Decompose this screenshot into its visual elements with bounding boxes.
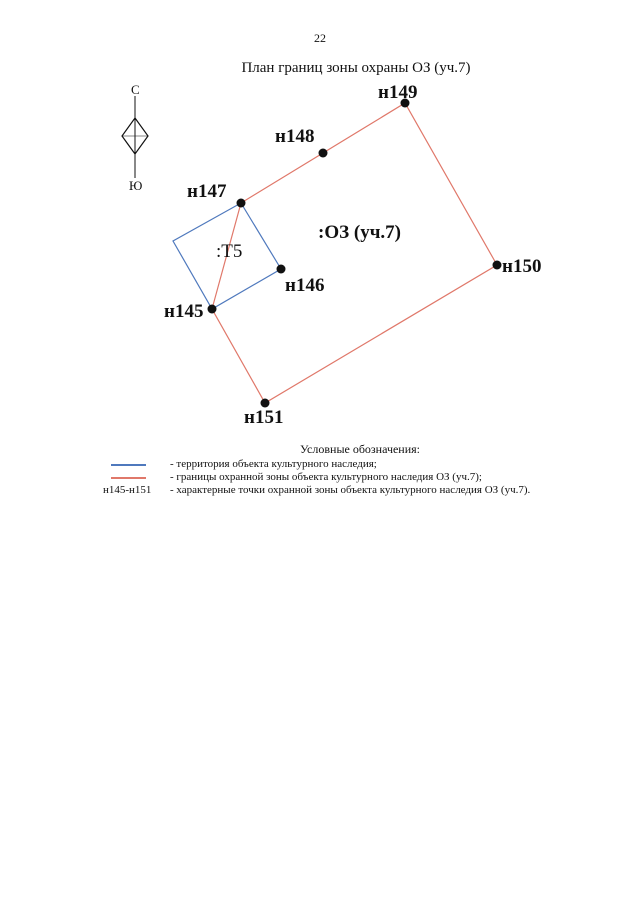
point-n147-marker — [237, 199, 246, 208]
compass-north-label: С — [131, 82, 140, 97]
point-n148-marker — [319, 149, 328, 158]
legend-row-zone — [0, 471, 640, 485]
legend-heading: Условные обозначения: — [299, 442, 421, 456]
point-n150-marker — [493, 261, 502, 270]
legend-row-points — [0, 484, 640, 498]
point-n150-label: н150 — [502, 256, 542, 277]
page-number: 22 — [314, 31, 326, 45]
legend — [0, 442, 640, 496]
point-n146-label: н146 — [285, 275, 325, 296]
legend-point-code: н145-н151 — [103, 484, 152, 496]
point-n146-marker — [277, 265, 286, 274]
legend-text-object: - территория объекта культурного наследия; — [170, 458, 377, 470]
legend-blue-line-icon — [111, 464, 146, 466]
point-n151-label: н151 — [244, 407, 284, 428]
point-n147-label: н147 — [187, 181, 227, 202]
object-label: :Т5 — [216, 241, 243, 262]
legend-text-zone: - границы охранной зоны объекта культурного наследия ОЗ (уч.7); — [170, 471, 482, 483]
zone-label: :ОЗ (уч.7) — [318, 222, 402, 243]
point-n145-marker — [208, 305, 217, 314]
point-n148-label: н148 — [275, 126, 315, 147]
plan-title: План границ зоны охраны ОЗ (уч.7) — [241, 60, 471, 76]
legend-text-points: - характерные точки охранной зоны объекта культурного наследия ОЗ (уч.7). — [170, 484, 531, 496]
compass-south-label: Ю — [129, 178, 143, 193]
legend-row-object — [0, 458, 640, 472]
point-n149-label: н149 — [378, 82, 418, 103]
legend-red-line-icon — [111, 477, 146, 479]
protection-zone-boundary — [212, 103, 497, 403]
point-n145-label: н145 — [164, 301, 204, 322]
